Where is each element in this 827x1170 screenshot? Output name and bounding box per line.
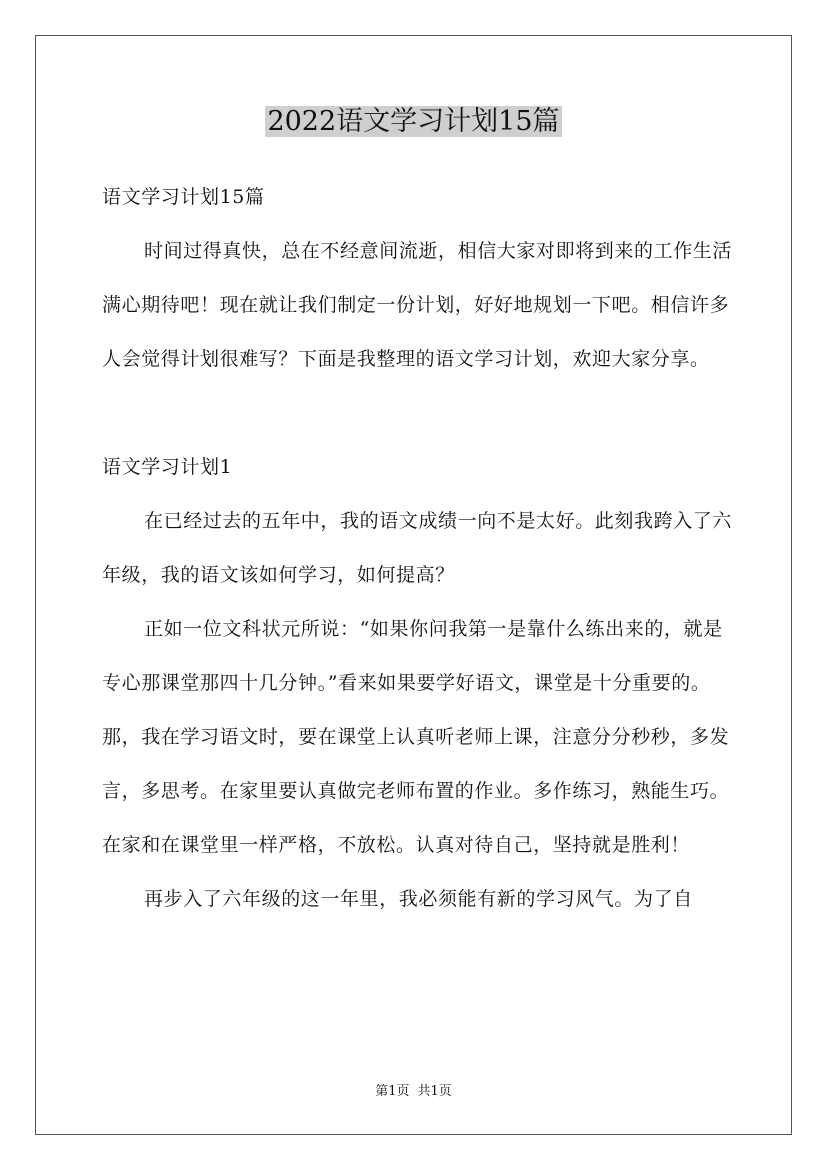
document-subtitle: 语文学习计划15篇 (102, 186, 265, 208)
document-title (0, 102, 827, 142)
document-title-text: 2022语文学习计划15篇 (267, 106, 560, 137)
section-1-paragraph-2: 正如一位文科状元所说：“如果你问我第一是靠什么练出来的，就是专心那课堂那四十几分钟。”看来如果要学好语文，课堂是十分重要的。那，我在学习语文时，要在课堂上认真听老师上课，注意分分秒秒，多发言，多思考。在家里要认真做完老师布置的作业。多作练习，熟能生巧。在家和在课堂里一样严格，不放松。认真对待自己，坚持就是胜利！ (102, 618, 730, 856)
section-1-heading: 语文学习计划1 (102, 456, 233, 478)
section-1-paragraph-1: 在已经过去的五年中，我的语文成绩一向不是太好。此刻我跨入了六年级，我的语文该如何学习，如何提高？ (102, 510, 733, 586)
document-body (102, 170, 732, 926)
page-number: 第1页 (375, 1084, 410, 1099)
section-spacer (102, 386, 732, 440)
section-1-paragraph-3: 再步入了六年级的这一年里，我必须能有新的学习风气。为了自 (144, 888, 693, 910)
page-total: 共1页 (417, 1084, 452, 1099)
page-footer (0, 1083, 827, 1101)
intro-paragraph: 时间过得真快，总在不经意间流逝，相信大家对即将到来的工作生活满心期待吧！现在就让我们制定一份计划，好好地规划一下吧。相信许多人会觉得计划很难写？下面是我整理的语文学习计划，欢迎大家分享。 (102, 240, 733, 370)
